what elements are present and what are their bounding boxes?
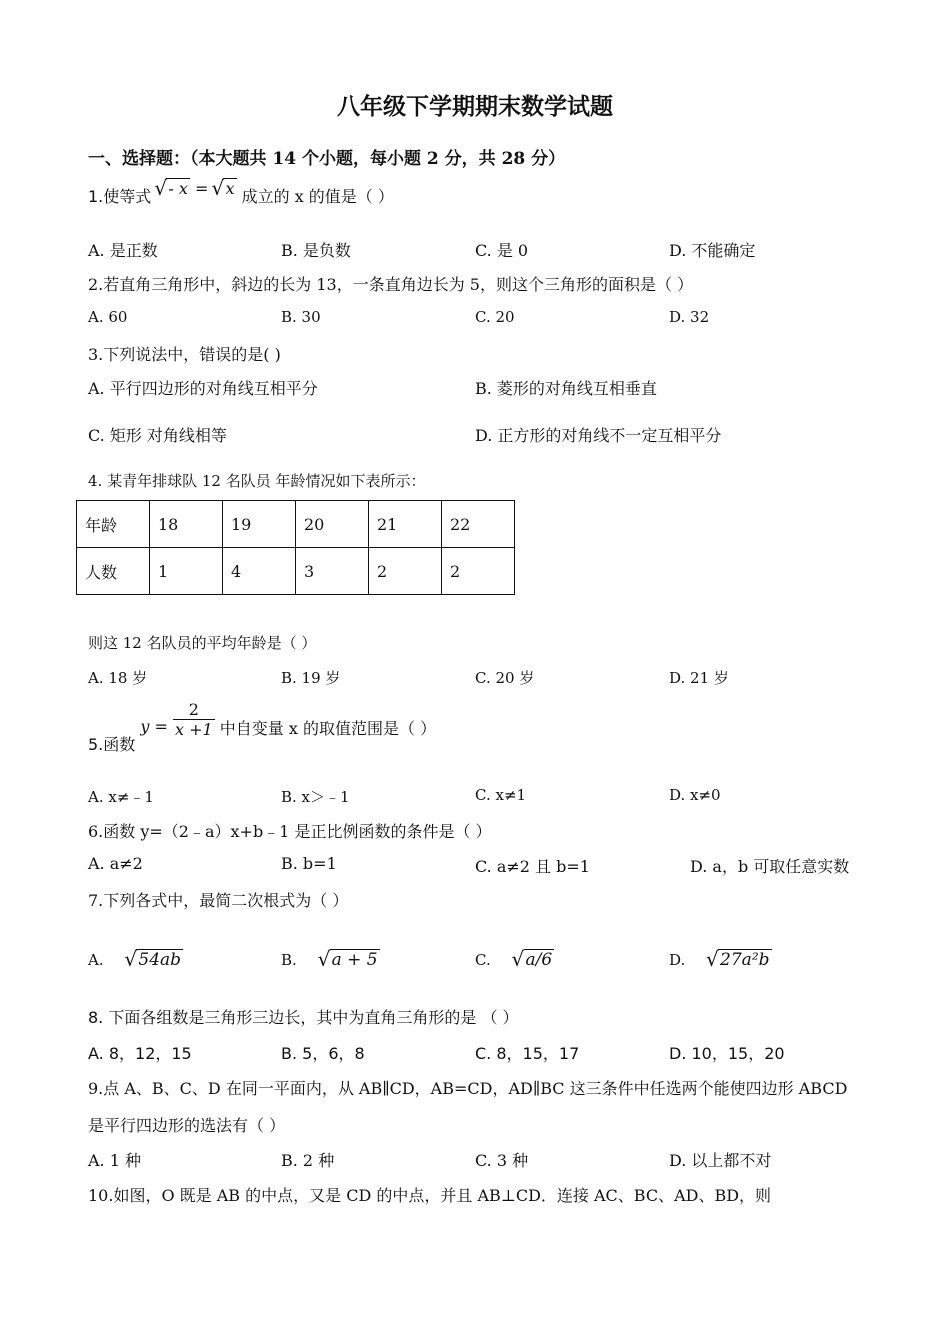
q7-label-c: C. — [475, 951, 491, 969]
q7-label-a: A. — [88, 951, 104, 969]
q1-lhs-radicand: - x — [168, 179, 188, 198]
q4-option-a: A. 18 岁 — [88, 669, 148, 687]
q5-option-a: A. x≠﹣1 — [88, 788, 154, 806]
q4-option-d: D. 21 岁 — [669, 669, 729, 687]
q5-y-equals: y = — [140, 717, 168, 736]
question-10: 10.如图，O 既是 AB 的中点，又是 CD 的中点，并且 AB⊥CD．连接 AC、BC、AD、BD，则 — [88, 1186, 772, 1205]
table-cell: 年龄 — [77, 501, 150, 548]
q1-rhs-sqrt — [213, 179, 236, 198]
q9-option-b: B. 2 种 — [281, 1151, 335, 1170]
q7-radicand-b: a + 5 — [331, 950, 378, 970]
q7-radicand-d: 27a²b — [720, 950, 770, 970]
age-table — [76, 500, 515, 595]
q3-option-a: A. 平行四边形的对角线互相平分 — [88, 379, 318, 398]
q1-option-c: C. 是 0 — [475, 241, 529, 260]
table-row — [77, 501, 515, 548]
table-cell: 19 — [223, 501, 296, 548]
q7-label-d: D. — [669, 951, 686, 969]
q6-option-a: A. a≠2 — [88, 854, 143, 873]
q9-option-c: C. 3 种 — [475, 1151, 529, 1170]
q3-option-c: C. 矩形 对角线相等 — [88, 426, 227, 445]
table-row — [77, 548, 515, 595]
q3-option-d: D. 正方形的对角线不一定互相平分 — [475, 426, 722, 445]
q9-option-a: A. 1 种 — [88, 1151, 141, 1170]
table-cell: 20 — [296, 501, 369, 548]
q6-option-d: D. a，b 可取任意实数 — [690, 857, 850, 876]
table-cell: 18 — [150, 501, 223, 548]
q8-option-c: C. 8，15，17 — [475, 1044, 580, 1063]
q7-option-d — [669, 950, 772, 970]
q7-option-b — [281, 950, 380, 970]
q5-prefix: 5.函数 — [88, 735, 136, 754]
table-cell: 22 — [442, 501, 515, 548]
question-7: 7.下列各式中，最简二次根式为（ ） — [88, 891, 349, 910]
q7-radicand-c: a/6 — [525, 950, 553, 970]
question-1 — [88, 179, 394, 207]
question-9-line-1: 9.点 A、B、C、D 在同一平面内，从 AB∥CD，AB=CD，AD∥BC 这三条件中任选两个能使四边形 ABCD — [88, 1079, 848, 1098]
q2-option-a: A. 60 — [88, 308, 128, 326]
q7-radical-c — [514, 950, 555, 970]
q5-numerator: 2 — [173, 700, 215, 720]
q1-prefix: 1.使等式 — [88, 187, 152, 206]
question-3: 3.下列说法中，错误的是( ) — [88, 345, 281, 364]
q1-equals: = — [194, 179, 209, 198]
q5-option-c: C. x≠1 — [475, 786, 527, 804]
q7-option-c — [475, 950, 554, 970]
page-title: 八年级下学期期末数学试题 — [337, 93, 613, 120]
question-9-line-2: 是平行四边形的选法有（ ） — [88, 1116, 286, 1135]
q7-radical-a — [126, 950, 183, 970]
table-cell: 21 — [369, 501, 442, 548]
q1-rhs-radicand: x — [225, 179, 235, 198]
q2-option-c: C. 20 — [475, 308, 515, 326]
question-6: 6.函数 y=（2﹣a）x+b﹣1 是正比例函数的条件是（ ） — [88, 822, 492, 841]
q7-radical-b — [320, 950, 380, 970]
q5-option-b: B. x＞﹣1 — [281, 788, 350, 806]
q7-label-b: B. — [281, 951, 297, 969]
question-2: 2.若直角三角形中，斜边的长为 13，一条直角边长为 5，则这个三角形的面积是（ ） — [88, 275, 694, 294]
question-8: 8. 下面各组数是三角形三边长，其中为直角三角形的是 （ ） — [88, 1008, 519, 1027]
q5-suffix: 中自变量 x 的取值范围是（ ） — [219, 719, 437, 738]
q4-question: 则这 12 名队员的平均年龄是（ ） — [88, 634, 317, 652]
q4-option-b: B. 19 岁 — [281, 669, 341, 687]
q6-option-c: C. a≠2 且 b=1 — [475, 857, 590, 876]
q1-suffix: 成立的 x 的值是（ ） — [241, 187, 394, 206]
table-cell: 人数 — [77, 548, 150, 595]
q2-option-b: B. 30 — [281, 308, 321, 326]
table-cell: 2 — [442, 548, 515, 595]
q7-option-a — [88, 950, 183, 970]
q7-radical-d — [708, 950, 771, 970]
q6-option-b: B. b=1 — [281, 854, 337, 873]
q1-option-d: D. 不能确定 — [669, 241, 756, 260]
q1-option-b: B. 是负数 — [281, 241, 351, 260]
q4-option-c: C. 20 岁 — [475, 669, 535, 687]
q3-option-b: B. 菱形的对角线互相垂直 — [475, 379, 657, 398]
section-heading: 一、选择题：（本大题共 14 个小题，每小题 2 分，共 28 分） — [88, 149, 566, 169]
q8-option-b: B. 5，6，8 — [281, 1044, 365, 1063]
table-cell: 2 — [369, 548, 442, 595]
q7-radicand-a: 54ab — [138, 950, 182, 970]
q8-option-d: D. 10，15，20 — [669, 1044, 785, 1063]
q8-option-a: A. 8，12，15 — [88, 1044, 192, 1063]
q9-option-d: D. 以上都不对 — [669, 1151, 772, 1170]
q1-lhs-sqrt — [156, 179, 190, 198]
q5-fraction — [173, 700, 215, 739]
q5-denominator: x +1 — [175, 720, 213, 739]
table-cell: 1 — [150, 548, 223, 595]
table-cell: 4 — [223, 548, 296, 595]
q1-option-a: A. 是正数 — [88, 241, 158, 260]
question-5 — [88, 700, 437, 754]
q2-option-d: D. 32 — [669, 308, 710, 326]
table-cell: 3 — [296, 548, 369, 595]
question-4: 4. 某青年排球队 12 名队员 年龄情况如下表所示： — [88, 472, 426, 490]
q5-option-d: D. x≠0 — [669, 786, 721, 804]
